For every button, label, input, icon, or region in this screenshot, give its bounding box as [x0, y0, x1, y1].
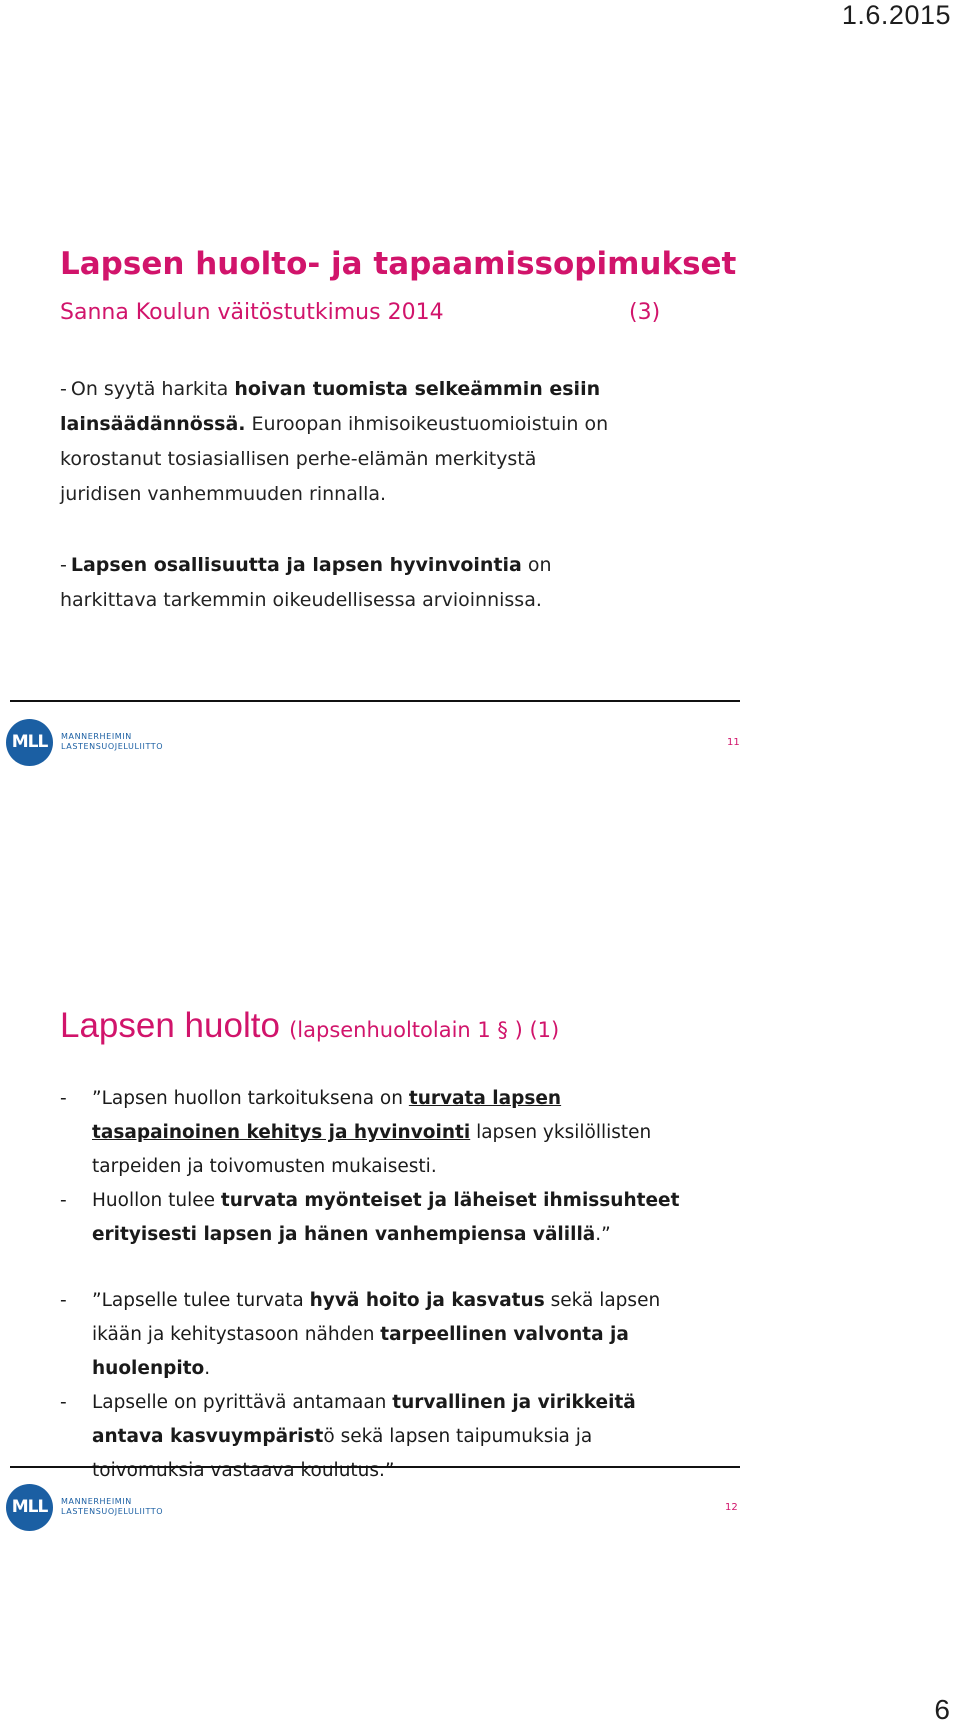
slide2-title: [60, 1006, 559, 1046]
text-run: ”Lapsen huollon tarkoituksena on: [92, 1088, 409, 1109]
list-item: [60, 1082, 700, 1184]
logo-line: LASTENSUOJELULIITTO: [61, 1507, 164, 1516]
list-item: [60, 1284, 700, 1386]
mll-logo: [6, 1484, 164, 1532]
bold-text: turvallinen ja virikkeitä antava kasvuympärist: [92, 1392, 636, 1447]
slide2-list: [60, 1082, 700, 1488]
slide1-footer-rule: [10, 700, 740, 702]
underlined-text: turvata lapsen tasapainoinen kehitys ja hyvinvointi: [92, 1088, 562, 1143]
logo-line: MANNERHEIMIN: [61, 732, 132, 741]
slide1-paragraph-2: [60, 548, 620, 618]
page-number: 6: [934, 1694, 950, 1725]
bold-text: tarpeellinen valvonta ja huolenpito: [92, 1324, 629, 1379]
slide1-subtitle-number: (3): [629, 300, 661, 325]
text-run: On syytä harkita: [70, 378, 235, 400]
mll-logo-mark: MLL: [6, 719, 53, 766]
list-item: [60, 1184, 700, 1252]
slide2-title-main: Lapsen huolto: [60, 1006, 280, 1045]
bullet-dash: -: [60, 1290, 67, 1311]
list-spacer: [60, 1252, 700, 1284]
bold-text: turvata myönteiset ja läheiset ihmissuhteet erityisesti lapsen ja hänen vanhempiensa välillä: [92, 1190, 680, 1245]
text-run: sekä lapsen ikään ja kehitystasoon nähden: [92, 1290, 661, 1345]
text-run: ö sekä lapsen taipumuksia ja toivomuksia vastaava koulutus.”: [92, 1426, 593, 1481]
slide2-number: 12: [725, 1502, 738, 1513]
bold-text: Lapsen osallisuutta ja lapsen hyvinvointia: [70, 554, 522, 576]
slide1-title: Lapsen huolto- ja tapaamissopimukset: [60, 246, 737, 282]
bullet-dash: -: [60, 554, 67, 576]
mll-logo-mark: MLL: [6, 1484, 53, 1531]
logo-line: LASTENSUOJELULIITTO: [61, 742, 164, 751]
list-item: [60, 1386, 700, 1488]
logo-line: MANNERHEIMIN: [61, 1497, 132, 1506]
bold-text: hyvä hoito ja kasvatus: [309, 1290, 545, 1311]
bullet-dash: -: [60, 1190, 67, 1211]
bullet-dash: -: [60, 378, 67, 400]
text-run: Lapselle on pyrittävä antamaan: [92, 1392, 393, 1413]
text-run: lapsen yksilöllisten tarpeiden ja toivomusten mukaisesti.: [92, 1122, 652, 1177]
text-run: .: [204, 1358, 211, 1379]
bold-text: hoivan tuomista selkeämmin esiin lainsäädännössä.: [60, 378, 601, 435]
mll-logo: [6, 719, 164, 767]
slide1-paragraph-1: [60, 372, 620, 512]
slide1-subtitle: Sanna Koulun väitöstutkimus 2014: [60, 300, 444, 325]
text-run: on harkittava tarkemmin oikeudellisessa arvioinnissa.: [60, 554, 552, 611]
text-run: .”: [595, 1224, 611, 1245]
text-run: Huollon tulee: [92, 1190, 221, 1211]
mll-logo-text: [61, 1497, 163, 1517]
bullet-dash: -: [60, 1392, 67, 1413]
text-run: Euroopan ihmisoikeustuomioistuin on korostanut tosiasiallisen perhe-elämän merkitystä juridisen vanhemmuuden rinnalla.: [60, 413, 609, 505]
bullet-dash: -: [60, 1088, 67, 1109]
slide2-title-reference: (lapsenhuoltolain 1 § ) (1): [289, 1018, 560, 1042]
slide1-number: 11: [727, 737, 740, 748]
document-date: 1.6.2015: [841, 0, 951, 30]
text-run: ”Lapselle tulee turvata: [92, 1290, 310, 1311]
mll-logo-text: [61, 732, 163, 752]
slide2-footer-rule: [10, 1466, 740, 1468]
